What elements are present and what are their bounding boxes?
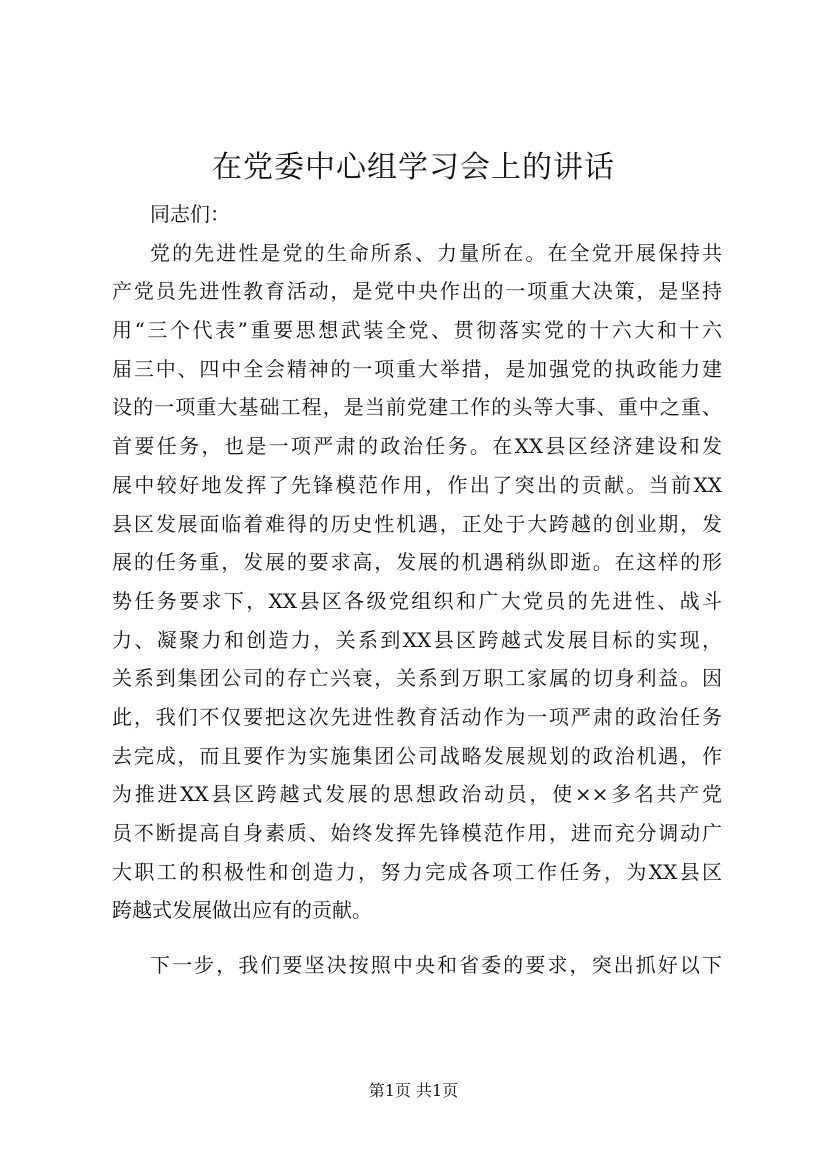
paragraph-line: 党的先进性是党的生命所系、力量所在。在全党开展保持共 — [150, 240, 722, 265]
paragraph-line: 大职工的积极性和创造力，努力完成各项工作任务，为XX县区 — [112, 859, 722, 884]
paragraph-2 — [112, 946, 722, 985]
paragraph-line: 为推进XX县区跨越式发展的思想政治动员，使××多名共产党 — [112, 782, 722, 807]
paragraph-line: 展的任务重，发展的要求高，发展的机遇稍纵即逝。在这样的形 — [112, 550, 722, 575]
paragraph-line: 此，我们不仅要把这次先进性教育活动作为一项严肃的政治任务 — [112, 704, 722, 729]
paragraph-line: 下一步，我们要坚决按照中央和省委的要求，突出抓好以下 — [150, 953, 722, 978]
paragraph-line: 跨越式发展做出应有的贡献。 — [112, 898, 372, 923]
paragraph-line: 势任务要求下，XX县区各级党组织和广大党员的先进性、战斗 — [112, 588, 722, 613]
paragraph-line: 县区发展面临着难得的历史性机遇，正处于大跨越的创业期，发 — [112, 511, 722, 536]
paragraph-line: 力、凝聚力和创造力，关系到XX县区跨越式发展目标的实现， — [112, 627, 722, 652]
paragraph-line: 产党员先进性教育活动，是党中央作出的一项重大决策，是坚持 — [112, 279, 722, 304]
paragraph-line: 员不断提高自身素质、始终发挥先锋模范作用，进而充分调动广 — [112, 821, 722, 845]
paragraph-line: 用“三个代表”重要思想武装全党、贯彻落实党的十六大和十六 — [112, 318, 722, 343]
paragraph-line: 首要任务，也是一项严肃的政治任务。在XX县区经济建设和发 — [112, 434, 722, 459]
paragraph-line: 届三中、四中全会精神的一项重大举措，是加强党的执政能力建 — [112, 356, 722, 381]
paragraph-line: 展中较好地发挥了先锋模范作用，作出了突出的贡献。当前XX — [112, 472, 722, 497]
paragraph-line: 关系到集团公司的存亡兴衰，关系到万职工家属的切身利益。因 — [112, 666, 722, 691]
salutation: 同志们： — [150, 202, 230, 226]
page-footer: 第1页 共1页 — [368, 1081, 459, 1100]
paragraph-line: 设的一项重大基础工程，是当前党建工作的头等大事、重中之重、 — [112, 395, 722, 420]
document-title: 在党委中心组学习会上的讲话 — [212, 150, 615, 185]
paragraph-1 — [112, 234, 722, 930]
document-body — [112, 195, 722, 985]
paragraph-line: 去完成，而且要作为实施集团公司战略发展规划的政治机遇，作 — [112, 743, 722, 768]
paragraph-gap — [112, 930, 722, 946]
